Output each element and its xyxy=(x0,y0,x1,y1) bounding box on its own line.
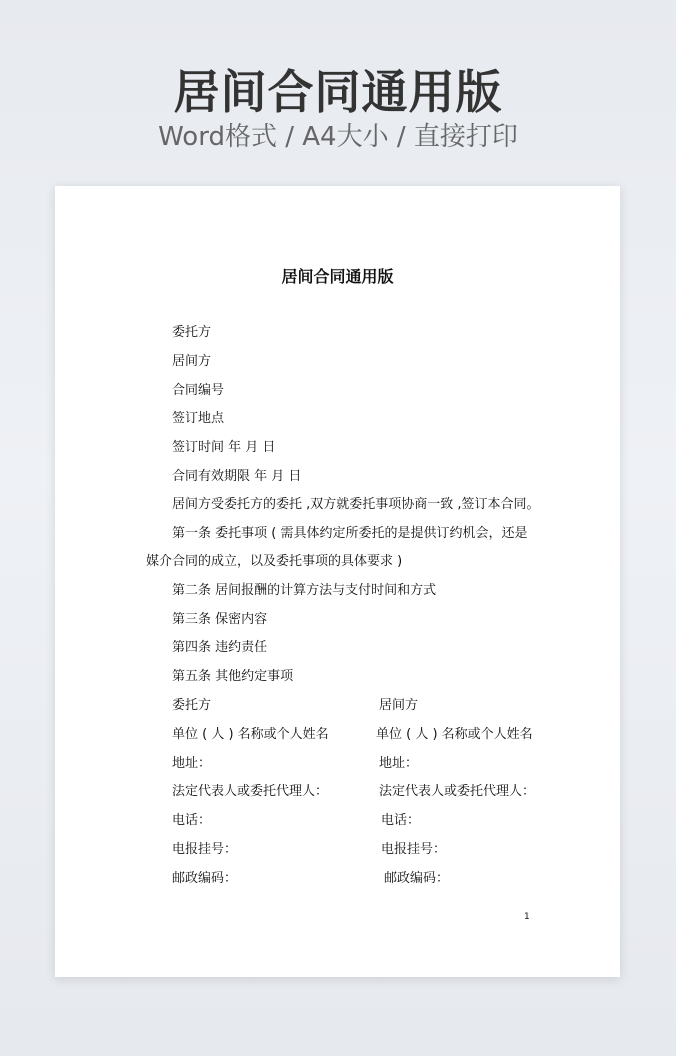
field-validity-period: 合同有效期限 年 月 日 xyxy=(172,469,302,484)
document-title: 居间合同通用版 xyxy=(281,267,394,286)
clause-1-continued: 媒介合同的成立，以及委托事项的具体要求 ) xyxy=(146,554,403,569)
banner-subtitle: Word格式 / A4大小 / 直接打印 xyxy=(158,122,518,152)
sig-right-telegraph: 电报挂号： xyxy=(381,842,447,857)
sig-right-party: 居间方 xyxy=(379,698,419,713)
sig-left-postcode: 邮政编码： xyxy=(172,871,238,886)
field-principal: 委托方 xyxy=(172,325,212,340)
sig-right-name: 单位 ( 人 ) 名称或个人姓名 xyxy=(376,727,533,742)
field-signing-date: 签订时间 年 月 日 xyxy=(172,440,276,455)
sig-left-telegraph: 电报挂号： xyxy=(172,842,238,857)
clause-1: 第一条 委托事项 ( 需具体约定所委托的是提供订约机会，还是 xyxy=(172,526,528,541)
clause-2: 第二条 居间报酬的计算方法与支付时间和方式 xyxy=(172,583,437,598)
sig-left-party: 委托方 xyxy=(172,698,212,713)
document-page xyxy=(55,186,620,977)
clause-3: 第三条 保密内容 xyxy=(172,612,268,627)
sig-left-representative: 法定代表人或委托代理人： xyxy=(172,784,329,799)
sig-left-address: 地址： xyxy=(172,756,212,771)
sig-right-representative: 法定代表人或委托代理人： xyxy=(379,784,536,799)
sig-left-phone: 电话： xyxy=(172,813,212,828)
sig-right-phone: 电话： xyxy=(381,813,421,828)
sig-left-name: 单位 ( 人 ) 名称或个人姓名 xyxy=(172,727,329,742)
intro-paragraph: 居间方受委托方的委托 ,双方就委托事项协商一致 ,签订本合同。 xyxy=(172,497,540,512)
sig-right-postcode: 邮政编码： xyxy=(384,871,450,886)
field-signing-place: 签订地点 xyxy=(172,411,225,426)
field-intermediary: 居间方 xyxy=(172,354,212,369)
field-contract-number: 合同编号 xyxy=(172,383,225,398)
page-number: 1 xyxy=(524,912,530,922)
clause-4: 第四条 违约责任 xyxy=(172,640,268,655)
clause-5: 第五条 其他约定事项 xyxy=(172,669,294,684)
banner-title: 居间合同通用版 xyxy=(173,65,503,119)
sig-right-address: 地址： xyxy=(379,756,419,771)
